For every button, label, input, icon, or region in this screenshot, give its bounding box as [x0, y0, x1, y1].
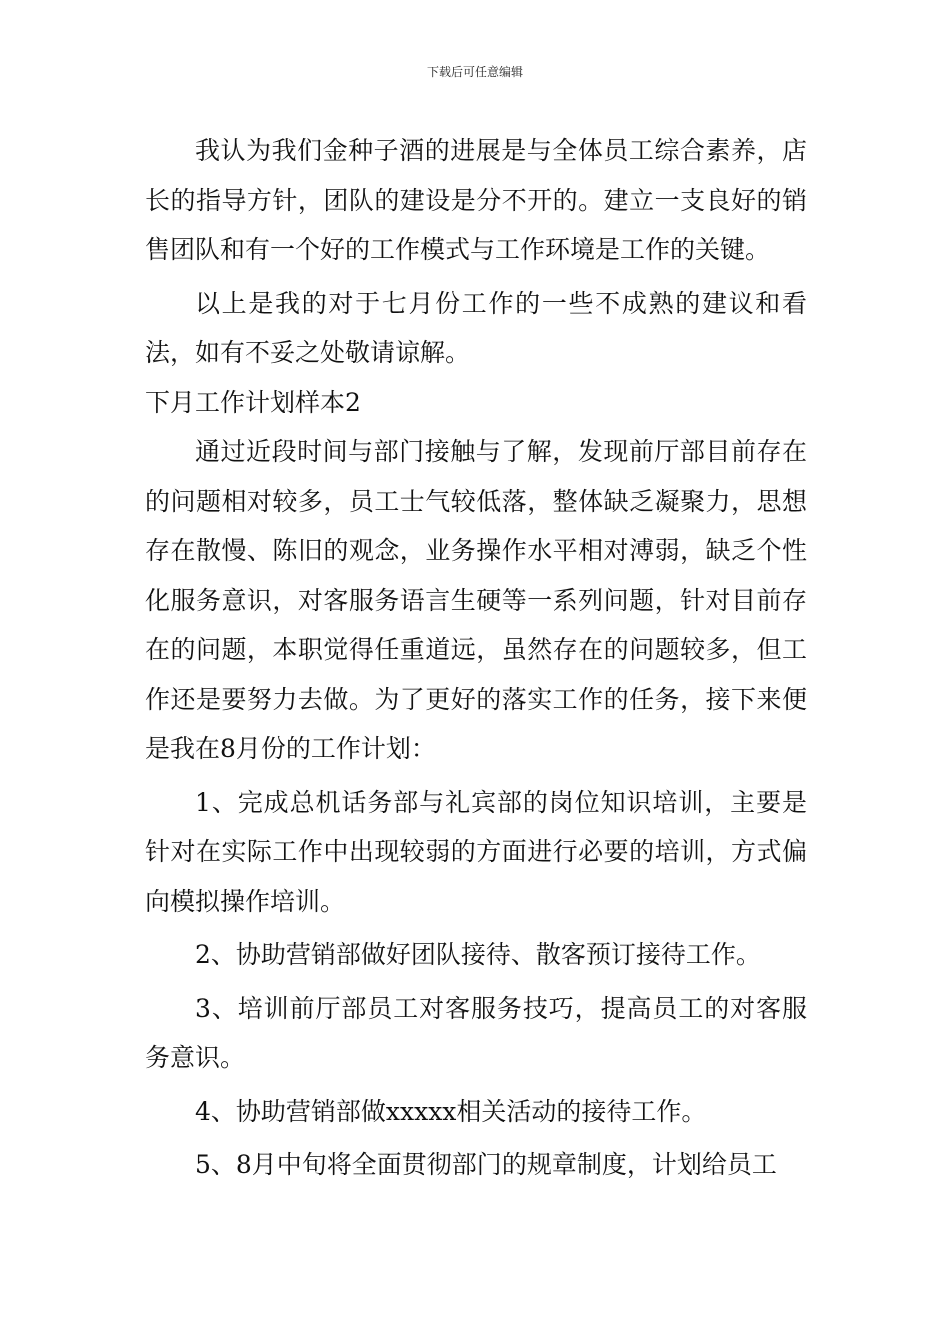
paragraph-july-suggestions: 以上是我的对于七月份工作的一些不成熟的建议和看法，如有不妥之处敬请谅解。	[145, 288, 807, 367]
paragraph-department-issues: 通过近段时间与部门接触与了解，发现前厅部目前存在的问题相对较多，员工士气较低落，整体缺乏凝聚力，思想存在散慢、陈旧的观念，业务操作水平相对溥弱，缺乏个性化服务意识，对客服务语言生硬等一系列问题，针对目前存在的问题，本职觉得任重道远，虽然存在的问题较多，但工作还是要努力去做。为了更好的落实工作的任务，接下来便是我在8月份的工作计划：	[145, 437, 807, 763]
page-header-note: 下载后可任意编辑	[426, 65, 523, 79]
document-body	[145, 126, 807, 1190]
list-item-2-reception: 2、协助营销部做好团队接待、散客预订接待工作。	[195, 940, 761, 969]
section-heading-plan-sample-2: 下月工作计划样本2	[145, 387, 361, 417]
list-item-5-regulations: 5、8月中旬将全面贯彻部门的规章制度，计划给员工	[195, 1150, 777, 1179]
list-item-1-training: 1、完成总机话务部与礼宾部的岗位知识培训，主要是针对在实际工作中出现较弱的方面进行必要的培训，方式偏向模拟操作培训。	[145, 787, 807, 916]
list-item-3-service-skills: 3、培训前厅部员工对客服务技巧，提高员工的对客服务意识。	[145, 993, 807, 1072]
list-item-4-activity-reception: 4、协助营销部做xxxxx相关活动的接待工作。	[195, 1096, 707, 1126]
paragraph-development-factors: 我认为我们金种子酒的进展是与全体员工综合素养，店长的指导方针，团队的建设是分不开的。建立一支良好的销售团队和有一个好的工作模式与工作环境是工作的关键。	[145, 136, 807, 264]
